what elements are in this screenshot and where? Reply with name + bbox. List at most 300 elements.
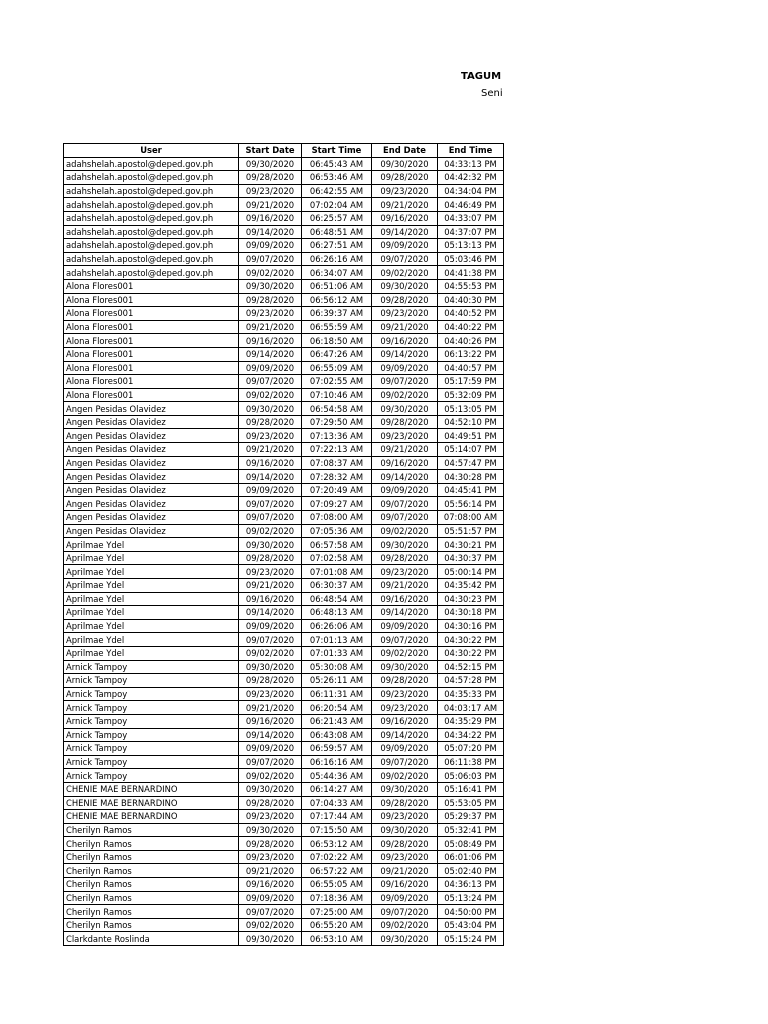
user-cell: Aprilmae Ydel [64,579,239,593]
user-cell: adahshelah.apostol@deped.gov.ph [64,252,239,266]
start-time-cell: 06:39:37 AM [302,307,372,321]
end-date-cell: 09/07/2020 [372,252,438,266]
start-time-cell: 07:01:08 AM [302,565,372,579]
start-date-cell: 09/07/2020 [239,375,302,389]
end-date-cell: 09/16/2020 [372,714,438,728]
end-time-cell: 04:36:13 PM [438,878,504,892]
end-time-cell: 04:40:26 PM [438,334,504,348]
start-time-cell: 07:25:00 AM [302,905,372,919]
end-date-cell: 09/07/2020 [372,905,438,919]
end-date-cell: 09/23/2020 [372,184,438,198]
table-row [64,252,504,266]
end-time-cell: 05:53:05 PM [438,796,504,810]
end-time-cell: 06:11:38 PM [438,755,504,769]
end-date-cell: 09/23/2020 [372,850,438,864]
user-cell: Angen Pesidas Olavidez [64,415,239,429]
table-row [64,524,504,538]
end-time-cell: 04:52:10 PM [438,415,504,429]
end-time-cell: 05:51:57 PM [438,524,504,538]
end-date-cell: 09/14/2020 [372,470,438,484]
end-date-cell: 09/23/2020 [372,810,438,824]
table-row [64,850,504,864]
user-cell: Cherilyn Ramos [64,918,239,932]
start-time-cell: 06:53:10 AM [302,932,372,946]
table-row [64,497,504,511]
start-time-cell: 07:08:37 AM [302,456,372,470]
user-cell: Aprilmae Ydel [64,538,239,552]
table-row [64,782,504,796]
table-row [64,646,504,660]
user-cell: Aprilmae Ydel [64,606,239,620]
end-time-cell: 05:16:41 PM [438,782,504,796]
end-time-cell: 04:30:23 PM [438,592,504,606]
table-row [64,837,504,851]
table-row [64,606,504,620]
start-time-cell: 06:27:51 AM [302,239,372,253]
start-date-cell: 09/21/2020 [239,443,302,457]
start-time-cell: 06:48:13 AM [302,606,372,620]
start-date-cell: 09/28/2020 [239,551,302,565]
column-header-user: User [64,144,239,158]
attendance-table [63,143,504,946]
start-time-cell: 06:54:58 AM [302,402,372,416]
table-row [64,429,504,443]
end-time-cell: 04:34:22 PM [438,728,504,742]
end-date-cell: 09/16/2020 [372,211,438,225]
end-time-cell: 04:57:47 PM [438,456,504,470]
table-row [64,470,504,484]
end-time-cell: 07:08:00 AM [438,511,504,525]
table-row [64,375,504,389]
end-date-cell: 09/28/2020 [372,293,438,307]
end-time-cell: 04:55:53 PM [438,279,504,293]
start-time-cell: 07:02:55 AM [302,375,372,389]
start-date-cell: 09/07/2020 [239,252,302,266]
table-row [64,769,504,783]
start-date-cell: 09/21/2020 [239,320,302,334]
user-cell: Cherilyn Ramos [64,864,239,878]
start-date-cell: 09/23/2020 [239,307,302,321]
user-cell: Arnick Tampoy [64,728,239,742]
table-row [64,402,504,416]
end-date-cell: 09/14/2020 [372,347,438,361]
end-date-cell: 09/30/2020 [372,932,438,946]
user-cell: adahshelah.apostol@deped.gov.ph [64,171,239,185]
end-date-cell: 09/14/2020 [372,728,438,742]
start-date-cell: 09/09/2020 [239,239,302,253]
user-cell: Aprilmae Ydel [64,592,239,606]
table-row [64,211,504,225]
start-time-cell: 06:26:06 AM [302,619,372,633]
end-date-cell: 09/28/2020 [372,551,438,565]
user-cell: Angen Pesidas Olavidez [64,524,239,538]
end-time-cell: 05:03:46 PM [438,252,504,266]
end-date-cell: 09/30/2020 [372,402,438,416]
start-time-cell: 06:48:54 AM [302,592,372,606]
start-date-cell: 09/28/2020 [239,293,302,307]
start-time-cell: 06:55:05 AM [302,878,372,892]
start-time-cell: 07:01:13 AM [302,633,372,647]
start-date-cell: 09/07/2020 [239,511,302,525]
column-header-end-date: End Date [372,144,438,158]
end-time-cell: 04:49:51 PM [438,429,504,443]
end-date-cell: 09/30/2020 [372,660,438,674]
start-time-cell: 06:18:50 AM [302,334,372,348]
user-cell: Alona Flores001 [64,320,239,334]
start-date-cell: 09/28/2020 [239,674,302,688]
start-time-cell: 06:53:12 AM [302,837,372,851]
start-time-cell: 06:42:55 AM [302,184,372,198]
end-date-cell: 09/09/2020 [372,742,438,756]
end-date-cell: 09/14/2020 [372,225,438,239]
end-time-cell: 05:15:24 PM [438,932,504,946]
end-time-cell: 05:56:14 PM [438,497,504,511]
end-time-cell: 04:52:15 PM [438,660,504,674]
table-row [64,184,504,198]
user-cell: Angen Pesidas Olavidez [64,402,239,416]
end-time-cell: 04:41:38 PM [438,266,504,280]
table-row [64,796,504,810]
user-cell: Angen Pesidas Olavidez [64,443,239,457]
start-time-cell: 06:30:37 AM [302,579,372,593]
start-date-cell: 09/14/2020 [239,606,302,620]
user-cell: Angen Pesidas Olavidez [64,429,239,443]
end-date-cell: 09/30/2020 [372,823,438,837]
table-row [64,551,504,565]
user-cell: Aprilmae Ydel [64,646,239,660]
user-cell: Angen Pesidas Olavidez [64,511,239,525]
user-cell: Alona Flores001 [64,347,239,361]
end-time-cell: 05:32:09 PM [438,388,504,402]
start-time-cell: 07:15:50 AM [302,823,372,837]
user-cell: Arnick Tampoy [64,769,239,783]
start-date-cell: 09/02/2020 [239,646,302,660]
start-date-cell: 09/30/2020 [239,538,302,552]
end-date-cell: 09/21/2020 [372,198,438,212]
user-cell: CHENIE MAE BERNARDINO [64,796,239,810]
end-date-cell: 09/02/2020 [372,646,438,660]
end-time-cell: 05:17:59 PM [438,375,504,389]
start-date-cell: 09/07/2020 [239,497,302,511]
table-row [64,415,504,429]
end-date-cell: 09/21/2020 [372,864,438,878]
start-date-cell: 09/21/2020 [239,864,302,878]
user-cell: adahshelah.apostol@deped.gov.ph [64,198,239,212]
end-time-cell: 04:57:28 PM [438,674,504,688]
start-date-cell: 09/16/2020 [239,334,302,348]
start-time-cell: 05:44:36 AM [302,769,372,783]
end-time-cell: 04:50:00 PM [438,905,504,919]
table-row [64,687,504,701]
end-date-cell: 09/23/2020 [372,565,438,579]
start-time-cell: 06:55:20 AM [302,918,372,932]
start-date-cell: 09/16/2020 [239,714,302,728]
start-time-cell: 07:05:36 AM [302,524,372,538]
start-time-cell: 07:02:58 AM [302,551,372,565]
start-time-cell: 06:59:57 AM [302,742,372,756]
start-date-cell: 09/16/2020 [239,592,302,606]
table-row [64,239,504,253]
start-date-cell: 09/07/2020 [239,633,302,647]
start-time-cell: 07:20:49 AM [302,483,372,497]
table-row [64,878,504,892]
end-time-cell: 04:30:16 PM [438,619,504,633]
end-time-cell: 05:07:20 PM [438,742,504,756]
start-time-cell: 05:26:11 AM [302,674,372,688]
start-time-cell: 07:17:44 AM [302,810,372,824]
start-time-cell: 07:13:36 AM [302,429,372,443]
table-row [64,728,504,742]
end-time-cell: 04:30:21 PM [438,538,504,552]
end-time-cell: 04:35:33 PM [438,687,504,701]
start-date-cell: 09/30/2020 [239,157,302,171]
end-date-cell: 09/02/2020 [372,524,438,538]
user-cell: Aprilmae Ydel [64,551,239,565]
user-cell: Alona Flores001 [64,307,239,321]
table-row [64,388,504,402]
table-row [64,443,504,457]
start-date-cell: 09/14/2020 [239,470,302,484]
user-cell: Arnick Tampoy [64,674,239,688]
start-date-cell: 09/30/2020 [239,660,302,674]
user-cell: Angen Pesidas Olavidez [64,470,239,484]
end-time-cell: 05:13:05 PM [438,402,504,416]
start-date-cell: 09/28/2020 [239,837,302,851]
user-cell: adahshelah.apostol@deped.gov.ph [64,211,239,225]
start-date-cell: 09/30/2020 [239,402,302,416]
user-cell: Arnick Tampoy [64,701,239,715]
end-date-cell: 09/21/2020 [372,579,438,593]
user-cell: Aprilmae Ydel [64,565,239,579]
end-date-cell: 09/09/2020 [372,483,438,497]
table-row [64,918,504,932]
end-date-cell: 09/21/2020 [372,320,438,334]
start-date-cell: 09/07/2020 [239,755,302,769]
end-date-cell: 09/30/2020 [372,782,438,796]
user-cell: Alona Flores001 [64,388,239,402]
start-time-cell: 06:11:31 AM [302,687,372,701]
start-date-cell: 09/16/2020 [239,211,302,225]
end-time-cell: 06:13:22 PM [438,347,504,361]
user-cell: Arnick Tampoy [64,714,239,728]
start-time-cell: 06:45:43 AM [302,157,372,171]
user-cell: Arnick Tampoy [64,687,239,701]
end-date-cell: 09/09/2020 [372,891,438,905]
user-cell: Cherilyn Ramos [64,891,239,905]
table-row [64,456,504,470]
start-date-cell: 09/02/2020 [239,266,302,280]
end-time-cell: 04:45:41 PM [438,483,504,497]
end-date-cell: 09/07/2020 [372,497,438,511]
start-time-cell: 07:22:13 AM [302,443,372,457]
start-time-cell: 06:51:06 AM [302,279,372,293]
user-cell: Arnick Tampoy [64,742,239,756]
start-date-cell: 09/30/2020 [239,932,302,946]
end-time-cell: 05:43:04 PM [438,918,504,932]
start-date-cell: 09/23/2020 [239,850,302,864]
start-date-cell: 09/02/2020 [239,524,302,538]
user-cell: adahshelah.apostol@deped.gov.ph [64,184,239,198]
end-time-cell: 05:14:07 PM [438,443,504,457]
user-cell: adahshelah.apostol@deped.gov.ph [64,239,239,253]
start-date-cell: 09/02/2020 [239,769,302,783]
start-date-cell: 09/23/2020 [239,810,302,824]
end-time-cell: 04:40:22 PM [438,320,504,334]
report-subtitle: Seni [481,88,503,99]
table-row [64,905,504,919]
user-cell: Alona Flores001 [64,279,239,293]
end-time-cell: 05:29:37 PM [438,810,504,824]
start-date-cell: 09/28/2020 [239,171,302,185]
user-cell: Cherilyn Ramos [64,823,239,837]
end-time-cell: 04:46:49 PM [438,198,504,212]
table-row [64,701,504,715]
table-row [64,565,504,579]
end-date-cell: 09/28/2020 [372,796,438,810]
start-date-cell: 09/14/2020 [239,347,302,361]
user-cell: Angen Pesidas Olavidez [64,497,239,511]
end-date-cell: 09/30/2020 [372,279,438,293]
end-date-cell: 09/28/2020 [372,415,438,429]
table-row [64,592,504,606]
end-time-cell: 04:40:30 PM [438,293,504,307]
end-time-cell: 05:00:14 PM [438,565,504,579]
end-time-cell: 04:30:28 PM [438,470,504,484]
start-time-cell: 07:02:22 AM [302,850,372,864]
table-row [64,660,504,674]
table-row [64,864,504,878]
table-row [64,714,504,728]
table-row [64,361,504,375]
start-date-cell: 09/09/2020 [239,619,302,633]
start-time-cell: 07:10:46 AM [302,388,372,402]
user-cell: adahshelah.apostol@deped.gov.ph [64,266,239,280]
start-date-cell: 09/09/2020 [239,483,302,497]
start-time-cell: 07:09:27 AM [302,497,372,511]
user-cell: Clarkdante Roslinda [64,932,239,946]
end-time-cell: 04:33:07 PM [438,211,504,225]
start-time-cell: 06:48:51 AM [302,225,372,239]
end-date-cell: 09/23/2020 [372,429,438,443]
end-date-cell: 09/30/2020 [372,157,438,171]
table-row [64,579,504,593]
end-date-cell: 09/07/2020 [372,633,438,647]
start-time-cell: 06:57:22 AM [302,864,372,878]
end-time-cell: 04:30:22 PM [438,646,504,660]
column-header-start-time: Start Time [302,144,372,158]
start-time-cell: 07:08:00 AM [302,511,372,525]
end-time-cell: 04:40:57 PM [438,361,504,375]
end-date-cell: 09/14/2020 [372,606,438,620]
end-time-cell: 05:13:24 PM [438,891,504,905]
table-row [64,157,504,171]
user-cell: CHENIE MAE BERNARDINO [64,782,239,796]
end-time-cell: 04:30:18 PM [438,606,504,620]
start-time-cell: 06:25:57 AM [302,211,372,225]
start-date-cell: 09/16/2020 [239,878,302,892]
table-header-row [64,144,504,158]
user-cell: Cherilyn Ramos [64,905,239,919]
table-row [64,633,504,647]
table-row [64,171,504,185]
start-time-cell: 07:01:33 AM [302,646,372,660]
end-time-cell: 04:30:37 PM [438,551,504,565]
end-date-cell: 09/16/2020 [372,878,438,892]
end-time-cell: 04:30:22 PM [438,633,504,647]
user-cell: Arnick Tampoy [64,660,239,674]
table-row [64,742,504,756]
user-cell: Cherilyn Ramos [64,850,239,864]
user-cell: Alona Flores001 [64,361,239,375]
user-cell: Alona Flores001 [64,334,239,348]
start-time-cell: 06:57:58 AM [302,538,372,552]
start-date-cell: 09/23/2020 [239,429,302,443]
user-cell: Aprilmae Ydel [64,619,239,633]
end-time-cell: 04:35:42 PM [438,579,504,593]
end-date-cell: 09/28/2020 [372,674,438,688]
start-date-cell: 09/02/2020 [239,918,302,932]
user-cell: Alona Flores001 [64,375,239,389]
table-row [64,755,504,769]
table-row [64,810,504,824]
table-row [64,279,504,293]
start-time-cell: 06:20:54 AM [302,701,372,715]
table-row [64,511,504,525]
start-date-cell: 09/09/2020 [239,361,302,375]
end-time-cell: 04:37:07 PM [438,225,504,239]
end-date-cell: 09/09/2020 [372,361,438,375]
user-cell: adahshelah.apostol@deped.gov.ph [64,225,239,239]
table-body [64,157,504,945]
start-time-cell: 06:14:27 AM [302,782,372,796]
start-date-cell: 09/23/2020 [239,565,302,579]
start-time-cell: 06:55:09 AM [302,361,372,375]
end-date-cell: 09/07/2020 [372,375,438,389]
end-date-cell: 09/16/2020 [372,334,438,348]
start-time-cell: 06:55:59 AM [302,320,372,334]
start-time-cell: 07:02:04 AM [302,198,372,212]
start-time-cell: 07:04:33 AM [302,796,372,810]
end-date-cell: 09/16/2020 [372,456,438,470]
end-time-cell: 04:33:13 PM [438,157,504,171]
start-date-cell: 09/14/2020 [239,225,302,239]
table-row [64,823,504,837]
table-row [64,674,504,688]
start-date-cell: 09/28/2020 [239,415,302,429]
start-time-cell: 06:43:08 AM [302,728,372,742]
start-date-cell: 09/28/2020 [239,796,302,810]
table-row [64,619,504,633]
end-time-cell: 04:03:17 AM [438,701,504,715]
end-date-cell: 09/02/2020 [372,918,438,932]
start-date-cell: 09/09/2020 [239,742,302,756]
report-title: TAGUM [461,71,502,82]
user-cell: Alona Flores001 [64,293,239,307]
user-cell: Angen Pesidas Olavidez [64,456,239,470]
start-date-cell: 09/21/2020 [239,701,302,715]
start-time-cell: 06:53:46 AM [302,171,372,185]
start-date-cell: 09/23/2020 [239,184,302,198]
start-time-cell: 06:34:07 AM [302,266,372,280]
start-time-cell: 06:16:16 AM [302,755,372,769]
user-cell: Cherilyn Ramos [64,878,239,892]
start-time-cell: 06:56:12 AM [302,293,372,307]
table-row [64,266,504,280]
start-date-cell: 09/30/2020 [239,279,302,293]
end-time-cell: 05:02:40 PM [438,864,504,878]
end-date-cell: 09/23/2020 [372,701,438,715]
end-date-cell: 09/07/2020 [372,755,438,769]
